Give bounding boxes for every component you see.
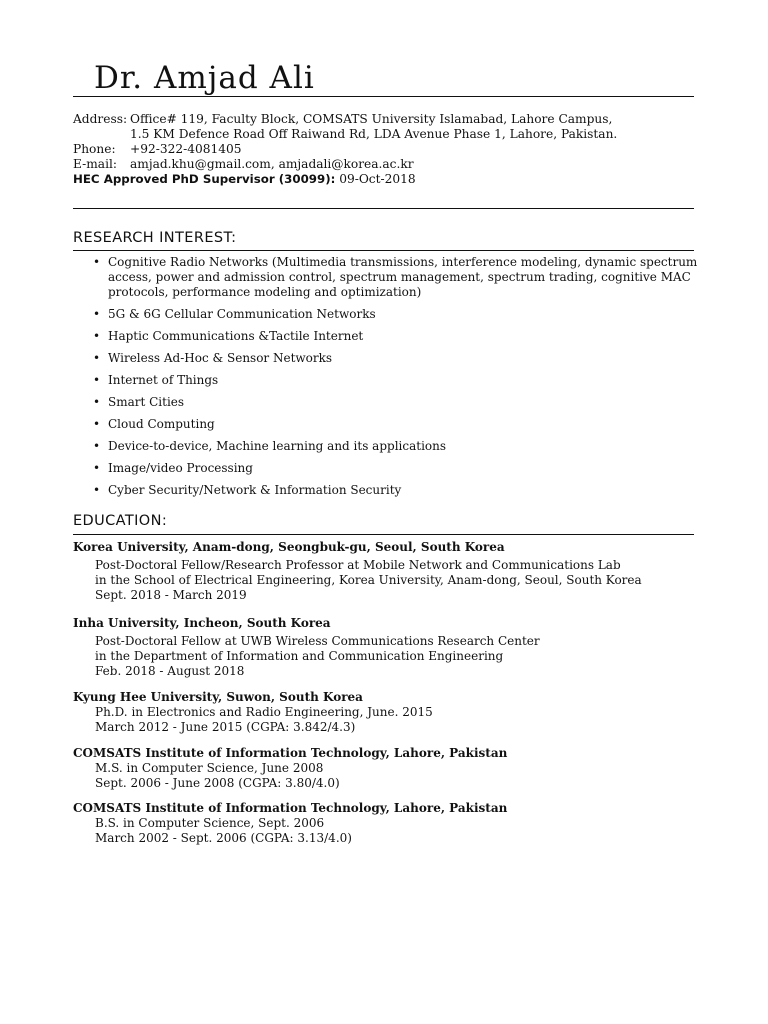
bullet-icon: •	[93, 307, 101, 321]
bullet-icon: •	[93, 439, 101, 453]
research-interest-text: Device-to-device, Machine learning and its applications	[108, 439, 447, 453]
contact-block	[73, 112, 698, 187]
bullet-icon: •	[93, 373, 101, 387]
research-heading: RESEARCH INTEREST:	[73, 230, 237, 246]
research-interest-text: Internet of Things	[108, 373, 219, 387]
education-detail-line: in the Department of Information and Communication Engineering	[95, 649, 504, 663]
hec-row	[73, 172, 698, 187]
research-interest-text: Haptic Communications &Tactile Internet	[108, 329, 364, 343]
bullet-icon: •	[93, 395, 101, 409]
phone-value: +92-322-4081405	[130, 142, 242, 156]
research-interest-text: Cognitive Radio Networks (Multimedia transmissions, interference modeling, dynamic spectrum access, power and admission control, spectrum management, spectrum trading, cognitive MAC protocols, performance modeling and optimization)	[108, 255, 698, 299]
bullet-icon: •	[93, 351, 101, 365]
email-row	[73, 157, 698, 172]
research-interest-item	[73, 351, 698, 366]
email-value: amjad.khu@gmail.com, amjadali@korea.ac.kr	[130, 157, 414, 171]
research-interest-text: Cyber Security/Network & Information Security	[108, 483, 402, 497]
research-interest-text: Wireless Ad-Hoc & Sensor Networks	[108, 351, 333, 365]
education-entry	[73, 801, 698, 846]
address-line-1: Office# 119, Faculty Block, COMSATS University Islamabad, Lahore Campus,	[130, 112, 613, 126]
research-interest-item	[73, 461, 698, 476]
education-detail-line: Post-Doctoral Fellow at UWB Wireless Communications Research Center	[95, 634, 540, 648]
research-interest-text: Smart Cities	[108, 395, 185, 409]
education-detail-line: Post-Doctoral Fellow/Research Professor at Mobile Network and Communications Lab	[95, 558, 621, 572]
contact-divider	[73, 208, 694, 209]
institution-name: Korea University, Anam-dong, Seongbuk-gu, Seoul, South Korea	[73, 540, 505, 554]
bullet-icon: •	[93, 461, 101, 475]
institution-name: COMSATS Institute of Information Technology, Lahore, Pakistan	[73, 746, 508, 760]
education-detail-line: in the School of Electrical Engineering, Korea University, Anam-dong, Seoul, South Korea	[95, 573, 642, 587]
research-interest-item	[73, 373, 698, 388]
phone-label: Phone:	[73, 142, 116, 156]
research-interest-text: 5G & 6G Cellular Communication Networks	[108, 307, 376, 321]
education-divider	[73, 534, 694, 535]
institution-name: Inha University, Incheon, South Korea	[73, 616, 331, 630]
education-detail-line: March 2012 - June 2015 (CGPA: 3.842/4.3)	[95, 720, 356, 734]
address-label: Address:	[73, 112, 128, 126]
education-entry	[73, 540, 698, 603]
hec-date: 09-Oct-2018	[339, 172, 416, 186]
research-interest-item	[73, 483, 698, 498]
institution-name: COMSATS Institute of Information Technology, Lahore, Pakistan	[73, 801, 508, 815]
education-detail-line: Sept. 2006 - June 2008 (CGPA: 3.80/4.0)	[95, 776, 340, 790]
address-line-2: 1.5 KM Defence Road Off Raiwand Rd, LDA Avenue Phase 1, Lahore, Pakistan.	[130, 127, 618, 141]
education-heading: EDUCATION:	[73, 513, 168, 529]
education-detail-line: M.S. in Computer Science, June 2008	[95, 761, 324, 775]
address-row	[73, 112, 698, 127]
research-interest-item	[73, 417, 698, 432]
bullet-icon: •	[93, 255, 101, 269]
page-title: Dr. Amjad Ali	[94, 60, 315, 96]
title-divider	[73, 96, 694, 97]
phone-row	[73, 142, 698, 157]
research-interest-item	[73, 329, 698, 344]
education-detail-line: Feb. 2018 - August 2018	[95, 664, 245, 678]
address-row-2	[73, 127, 698, 142]
research-interest-text: Image/video Processing	[108, 461, 253, 475]
institution-name: Kyung Hee University, Suwon, South Korea	[73, 690, 363, 704]
bullet-icon: •	[93, 483, 101, 497]
education-entry	[73, 616, 698, 679]
research-interest-item	[73, 395, 698, 410]
bullet-icon: •	[93, 417, 101, 431]
research-interest-item	[73, 255, 698, 300]
email-label: E-mail:	[73, 157, 117, 171]
hec-label: HEC Approved PhD Supervisor (30099):	[73, 172, 336, 186]
education-entry	[73, 690, 698, 735]
research-interest-item	[73, 439, 698, 454]
research-interest-text: Cloud Computing	[108, 417, 215, 431]
research-divider	[73, 250, 694, 251]
education-detail-line: B.S. in Computer Science, Sept. 2006	[95, 816, 325, 830]
research-interest-item	[73, 307, 698, 322]
education-detail-line: March 2002 - Sept. 2006 (CGPA: 3.13/4.0)	[95, 831, 352, 845]
education-detail-line: Sept. 2018 - March 2019	[95, 588, 247, 602]
research-interest-list	[73, 255, 698, 505]
bullet-icon: •	[93, 329, 101, 343]
education-detail-line: Ph.D. in Electronics and Radio Engineering, June. 2015	[95, 705, 433, 719]
education-entry	[73, 746, 698, 791]
